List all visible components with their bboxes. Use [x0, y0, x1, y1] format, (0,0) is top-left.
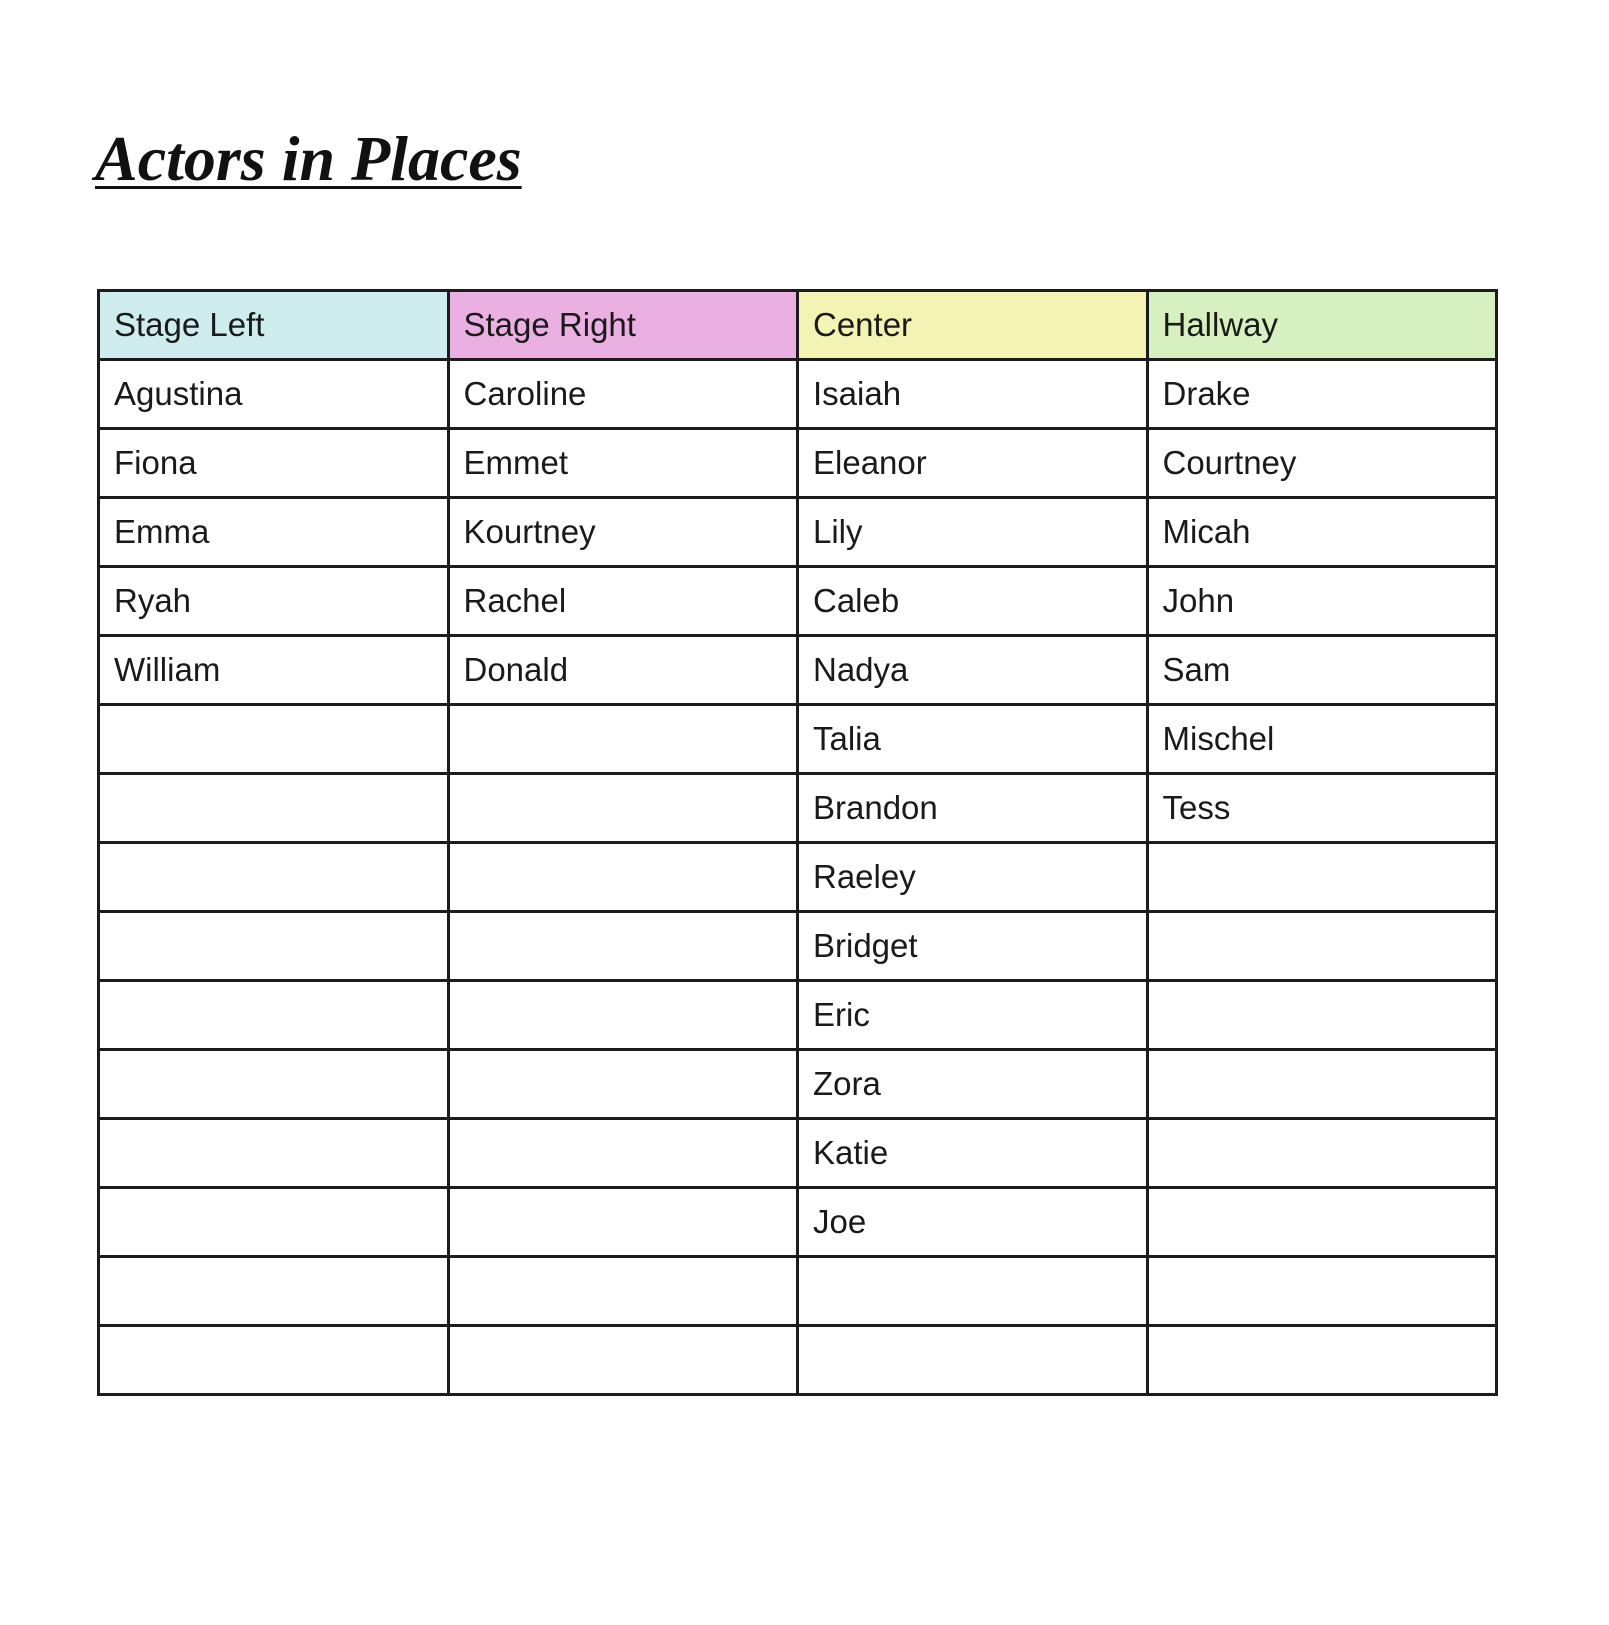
table-cell[interactable] [798, 1257, 1148, 1326]
table-cell[interactable]: Isaiah [798, 360, 1148, 429]
column-header-center[interactable]: Center [798, 291, 1148, 360]
column-header-stage-right[interactable]: Stage Right [448, 291, 798, 360]
table-cell[interactable]: Tess [1147, 774, 1497, 843]
table-cell[interactable] [99, 1119, 449, 1188]
table-row [99, 912, 1497, 981]
table-cell[interactable]: Mischel [1147, 705, 1497, 774]
column-header-stage-left[interactable]: Stage Left [99, 291, 449, 360]
table-cell[interactable] [1147, 1188, 1497, 1257]
table-cell[interactable] [448, 981, 798, 1050]
table-cell[interactable] [1147, 1326, 1497, 1395]
table-cell[interactable] [448, 1188, 798, 1257]
table-cell[interactable] [1147, 1257, 1497, 1326]
table-row [99, 1119, 1497, 1188]
table-cell[interactable] [99, 1326, 449, 1395]
table-cell[interactable]: Micah [1147, 498, 1497, 567]
table-cell[interactable]: John [1147, 567, 1497, 636]
table-row [99, 567, 1497, 636]
table-cell[interactable] [1147, 1119, 1497, 1188]
table-cell[interactable] [99, 1257, 449, 1326]
table-cell[interactable]: Emmet [448, 429, 798, 498]
table-cell[interactable]: Caleb [798, 567, 1148, 636]
table-cell[interactable] [448, 1119, 798, 1188]
table-header-row [99, 291, 1497, 360]
table-cell[interactable] [798, 1326, 1148, 1395]
table-cell[interactable]: Fiona [99, 429, 449, 498]
column-header-hallway[interactable]: Hallway [1147, 291, 1497, 360]
table-cell[interactable] [1147, 912, 1497, 981]
table-cell[interactable] [99, 912, 449, 981]
table-cell[interactable]: Raeley [798, 843, 1148, 912]
table-row [99, 1050, 1497, 1119]
table-cell[interactable] [1147, 1050, 1497, 1119]
table-body [99, 360, 1497, 1395]
table-cell[interactable] [99, 1050, 449, 1119]
actors-places-table [97, 289, 1498, 1396]
table-cell[interactable] [99, 1188, 449, 1257]
table-row [99, 429, 1497, 498]
table-cell[interactable] [99, 705, 449, 774]
table-cell[interactable]: Emma [99, 498, 449, 567]
table-cell[interactable] [99, 981, 449, 1050]
table-cell[interactable] [448, 1326, 798, 1395]
table-cell[interactable]: Nadya [798, 636, 1148, 705]
table-cell[interactable]: Eleanor [798, 429, 1148, 498]
table-cell[interactable]: Joe [798, 1188, 1148, 1257]
table-row [99, 1257, 1497, 1326]
table-cell[interactable]: Rachel [448, 567, 798, 636]
table-cell[interactable] [448, 843, 798, 912]
table-row [99, 774, 1497, 843]
table-cell[interactable]: Bridget [798, 912, 1148, 981]
table-row [99, 1188, 1497, 1257]
table-cell[interactable]: Talia [798, 705, 1148, 774]
table-cell[interactable] [448, 1050, 798, 1119]
table-cell[interactable]: Drake [1147, 360, 1497, 429]
table-cell[interactable] [448, 705, 798, 774]
table-cell[interactable] [1147, 843, 1497, 912]
table-row [99, 981, 1497, 1050]
table-cell[interactable]: Lily [798, 498, 1148, 567]
table-cell[interactable]: Ryah [99, 567, 449, 636]
document-title: Actors in Places [95, 123, 522, 194]
table-cell[interactable] [448, 1257, 798, 1326]
table-cell[interactable]: Katie [798, 1119, 1148, 1188]
table-cell[interactable] [1147, 981, 1497, 1050]
table-cell[interactable]: Kourtney [448, 498, 798, 567]
table-cell[interactable] [99, 843, 449, 912]
table-row [99, 360, 1497, 429]
table-cell[interactable]: Brandon [798, 774, 1148, 843]
table-cell[interactable]: Sam [1147, 636, 1497, 705]
table-row [99, 636, 1497, 705]
table-cell[interactable]: Courtney [1147, 429, 1497, 498]
table-row [99, 1326, 1497, 1395]
table-cell[interactable]: William [99, 636, 449, 705]
table-row [99, 705, 1497, 774]
table-cell[interactable]: Agustina [99, 360, 449, 429]
table-cell[interactable]: Caroline [448, 360, 798, 429]
table-row [99, 843, 1497, 912]
table-cell[interactable] [448, 774, 798, 843]
table-cell[interactable]: Donald [448, 636, 798, 705]
table-cell[interactable]: Eric [798, 981, 1148, 1050]
table-cell[interactable] [99, 774, 449, 843]
table-row [99, 498, 1497, 567]
table-cell[interactable] [448, 912, 798, 981]
table-cell[interactable]: Zora [798, 1050, 1148, 1119]
